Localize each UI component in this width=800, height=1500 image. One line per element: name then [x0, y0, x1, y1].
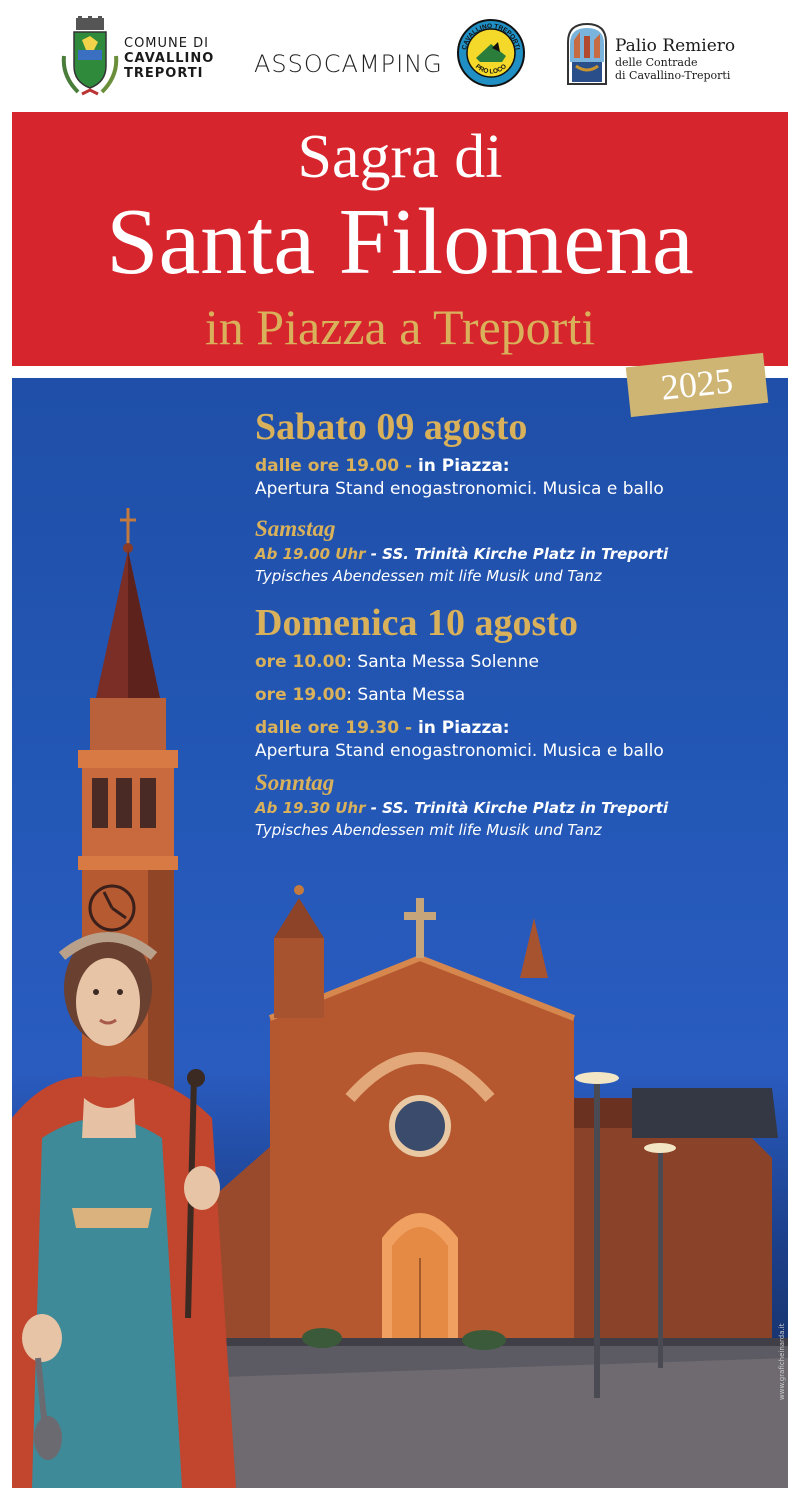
palio-line2: delle Contrade	[615, 56, 698, 69]
sunday-item2-time: ore 19.00	[255, 685, 347, 705]
assocamping-logo: ASSOCAMPING	[254, 50, 443, 78]
sunday-item1	[255, 651, 775, 674]
title-sagra: Sagra di	[297, 123, 503, 191]
sunday-item2-text: : Santa Messa	[346, 685, 466, 705]
saturday-de-title: Samstag	[255, 516, 336, 541]
saint-statue	[12, 932, 236, 1488]
title-santa-filomena: Santa Filomena	[106, 190, 694, 294]
saturday-sep: -	[399, 456, 418, 476]
sunday-title: Domenica 10 agosto	[255, 602, 578, 644]
comune-line3: TREPORTI	[124, 66, 204, 81]
sunday-item1-text: : Santa Messa Solenne	[346, 652, 539, 672]
sunday-de-desc: Typisches Abendessen mit life Musik und Tanz	[255, 821, 602, 839]
saturday-de-time: Ab 19.00 Uhr	[255, 545, 366, 563]
saturday-desc: Apertura Stand enogastronomici. Musica e ballo	[255, 479, 664, 499]
saturday-de-place: SS. Trinità Kirche Platz in Treporti	[382, 545, 669, 563]
comune-crest-logo	[60, 16, 120, 100]
year-text: 2025	[659, 360, 735, 408]
printer-credit: www.graficheinarda.it	[778, 1323, 786, 1400]
saturday-de-sep: -	[365, 545, 383, 563]
sunday-item3-place: in Piazza:	[417, 718, 510, 738]
sunday-item1-time: ore 10.00	[255, 652, 347, 672]
sunday-item2	[255, 684, 775, 707]
title-banner	[12, 112, 788, 366]
saturday-time: dalle ore 19.00	[255, 456, 400, 476]
sunday-de-place: SS. Trinità Kirche Platz in Treporti	[382, 799, 669, 817]
saturday-title: Sabato 09 agosto	[255, 406, 528, 448]
sunday-item3	[255, 717, 775, 740]
proloco-top-text: CAVALLINO TREPORTI	[461, 22, 521, 51]
saturday-de-desc: Typisches Abendessen mit life Musik und Tanz	[255, 567, 602, 585]
palio-line1: Palio Remiero	[615, 36, 736, 56]
church-building	[212, 885, 778, 1398]
palio-remiero-logo	[566, 22, 608, 86]
sunday-de-time: Ab 19.30 Uhr	[255, 799, 366, 817]
palio-line3: di Cavallino-Treporti	[615, 69, 731, 82]
comune-line1: COMUNE DI	[124, 36, 209, 51]
program	[255, 405, 775, 841]
sunday-item3-desc: Apertura Stand enogastronomici. Musica e ballo	[255, 741, 664, 761]
saturday-event	[255, 455, 775, 478]
sunday-de-sep: -	[365, 799, 383, 817]
header-logos	[0, 0, 800, 110]
sunday-de-event	[255, 797, 775, 819]
comune-line2: CAVALLINO	[124, 51, 215, 66]
proloco-bottom-text: PRO LOCO	[473, 63, 509, 76]
saturday-place: in Piazza:	[417, 456, 510, 476]
comune-text	[124, 36, 214, 81]
proloco-logo	[456, 18, 526, 88]
sunday-item3-time: dalle ore 19.30	[255, 718, 400, 738]
saturday-de-event	[255, 543, 775, 565]
palio-text	[615, 36, 735, 82]
title-location: in Piazza a Treporti	[204, 299, 596, 355]
sunday-item3-sep: -	[399, 718, 418, 738]
sunday-de-title: Sonntag	[255, 770, 335, 795]
